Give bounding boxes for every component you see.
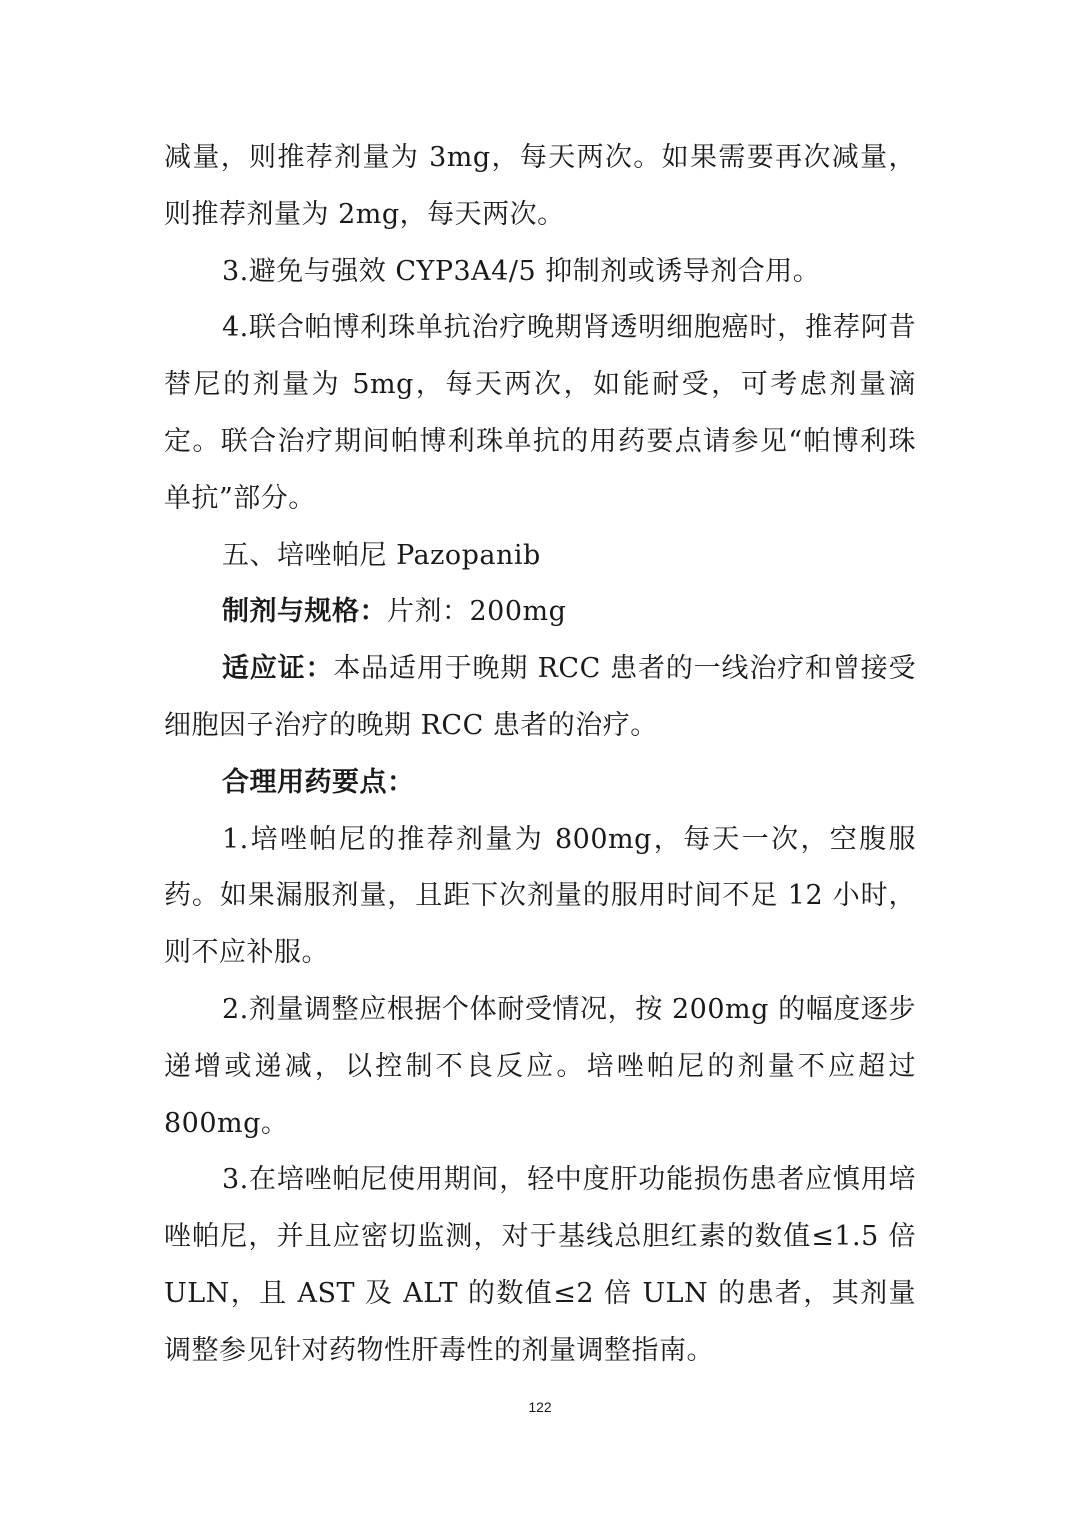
paragraph-recommended-dose — [164, 812, 916, 982]
paragraph-dose-reduction — [164, 130, 916, 244]
paragraph-indications — [164, 641, 916, 755]
paragraph-text: 2.剂量调整应根据个体耐受情况，按 200mg 的幅度逐步递增或递减，以控制不良反应。培唑帕尼的剂量不应超过 800mg。 — [164, 993, 916, 1139]
paragraph-key-points-heading — [164, 755, 916, 812]
paragraph-formulation — [164, 584, 916, 641]
formulation-label: 制剂与规格： — [222, 596, 387, 628]
formulation-text: 片剂：200mg — [387, 596, 567, 628]
key-points-label: 合理用药要点： — [222, 766, 415, 798]
paragraph-text: 3.在培唑帕尼使用期间，轻中度肝功能损伤患者应慎用培唑帕尼，并且应密切监测，对于基线总胆红素的数值≤1.5 倍 ULN，且 AST 及 ALT 的数值≤2 倍 ULN 的患者，其剂量调整参见针对药物性肝毒性的剂量调整指南。 — [164, 1164, 916, 1366]
indications-text: 本品适用于晚期 RCC 患者的一线治疗和曾接受细胞因子治疗的晚期 RCC 患者的治疗。 — [164, 653, 917, 741]
paragraph-text: 4.联合帕博利珠单抗治疗晚期肾透明细胞癌时，推荐阿昔替尼的剂量为 5mg，每天两次，如能耐受，可考虑剂量滴定。联合治疗期间帕博利珠单抗的用药要点请参见“帕博利珠单抗”部分。 — [164, 312, 916, 514]
paragraph-hepatic-impairment — [164, 1152, 916, 1379]
paragraph-combination-therapy — [164, 300, 916, 527]
indications-label: 适应证： — [222, 653, 334, 685]
page-body — [164, 130, 916, 1380]
section-heading-pazopanib — [164, 528, 916, 585]
page-number: 122 — [528, 1399, 552, 1415]
paragraph-text: 3.避免与强效 CYP3A4/5 抑制剂或诱导剂合用。 — [222, 255, 821, 287]
paragraph-text: 1.培唑帕尼的推荐剂量为 800mg，每天一次，空腹服药。如果漏服剂量，且距下次剂量的服用时间不足 12 小时，则不应补服。 — [164, 823, 916, 969]
paragraph-dose-adjustment — [164, 982, 916, 1152]
section-heading-text: 五、培唑帕尼 Pazopanib — [222, 539, 541, 571]
paragraph-text: 减量，则推荐剂量为 3mg，每天两次。如果需要再次减量，则推荐剂量为 2mg，每天两次。 — [164, 142, 916, 230]
paragraph-cyp3a4-avoidance — [164, 244, 916, 301]
